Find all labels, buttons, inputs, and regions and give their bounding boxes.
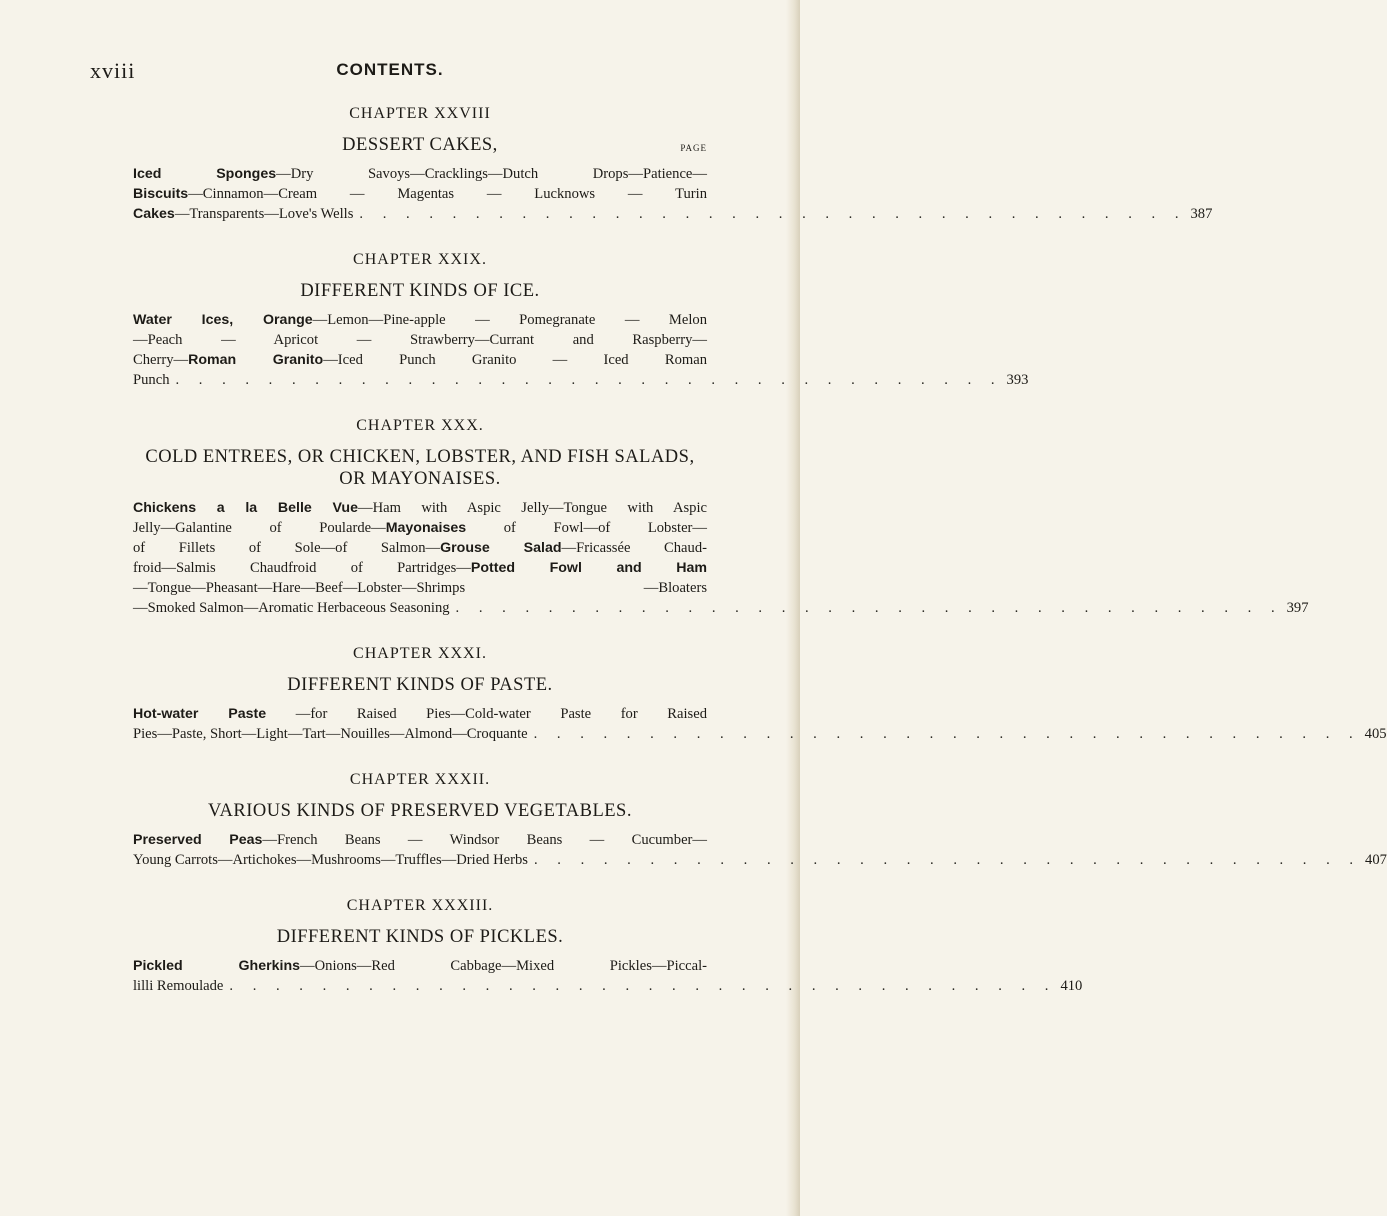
entry-text: —Smoked Salmon—Aromatic Herbaceous Seasoning (133, 600, 450, 616)
entry-text: Young Carrots—Artichokes—Mushrooms—Truffles—Dried Herbs (133, 852, 528, 868)
chapter-number: CHAPTER XXX. (356, 417, 484, 434)
chapter-entries (133, 956, 1083, 996)
entry-line (133, 578, 707, 598)
page-number: 393 (1006, 372, 1029, 388)
chapter-number: CHAPTER XXXIII. (346, 897, 494, 914)
dot-leader: . . . . . . . . . . . . . . . . . . . . . . . . . . . . . . . . . . . . (533, 726, 1361, 742)
entry-line (133, 518, 707, 538)
chapter-number: CHAPTER XXVIII (349, 105, 491, 122)
entry-text: Pies—Paste, Short—Light—Tart—Nouilles—Almond—Croquante (133, 726, 528, 742)
chapter-section (133, 250, 1029, 390)
chapter-title-text: DIFFERENT KINDS OF PASTE. (287, 675, 553, 695)
entry-text: lilli Remoulade (133, 978, 224, 994)
entry-line (133, 956, 707, 976)
chapter-entries (133, 164, 1213, 224)
page-column-label: PAGE (680, 143, 707, 153)
chapter-entries (133, 830, 1387, 870)
chapter-title-text: DIFFERENT KINDS OF PICKLES. (276, 927, 564, 947)
dot-leader: . . . . . . . . . . . . . . . . . . . . . . . . . . . . . . . . . . . . (175, 372, 1003, 388)
chapter-number: CHAPTER XXXI. (353, 645, 487, 662)
entry-text: Chickens a la Belle Vue—Ham with Aspic Jelly—Tongue with Aspic (133, 500, 707, 516)
dot-leader: . . . . . . . . . . . . . . . . . . . . . . . . . . . . . . . . . . . . (455, 600, 1283, 616)
contents-body (133, 104, 1387, 1022)
chapter-title (133, 800, 707, 822)
entry-line (133, 704, 707, 724)
chapter-number: CHAPTER XXIX. (353, 251, 487, 268)
running-head (90, 58, 690, 88)
entry-text: Iced Sponges—Dry Savoys—Cracklings—Dutch Drops—Patience— (133, 166, 707, 182)
dot-leader: . . . . . . . . . . . . . . . . . . . . . . . . . . . . . . . . . . . . (229, 978, 1057, 994)
entry-line (133, 164, 707, 184)
entry-line (133, 330, 707, 350)
entry-text: —Peach — Apricot — Strawberry—Currant and Raspberry— (133, 332, 707, 348)
chapter-entries (133, 704, 1387, 744)
entry-text: Water Ices, Orange—Lemon—Pine-apple — Pomegranate — Melon (133, 312, 708, 328)
folio-number: xviii (90, 58, 136, 83)
entry-line (133, 976, 1083, 996)
entry-line (133, 724, 1387, 744)
entry-text: Preserved Peas—French Beans — Windsor Beans — Cucumber— (133, 832, 708, 848)
entry-text: Cherry—Roman Granito—Iced Punch Granito — Iced Roman (133, 352, 707, 368)
entry-text: Jelly—Galantine of Poularde—Mayonaises of Fowl—of Lobster— (133, 520, 707, 536)
entry-line (133, 184, 707, 204)
chapter-section (133, 770, 1387, 870)
entry-text: —Tongue—Pheasant—Hare—Beef—Lobster—Shrimps —Bloaters (133, 580, 707, 596)
chapter-number: CHAPTER XXXII. (349, 771, 491, 788)
entry-line (133, 204, 1213, 224)
chapter-title-text: DIFFERENT KINDS OF ICE. (300, 281, 540, 301)
chapter-section (133, 644, 1387, 744)
running-title: CONTENTS. (336, 60, 444, 79)
chapter-entries (133, 498, 1309, 618)
entry-line (133, 498, 707, 518)
chapter-title-text: DESSERT CAKES, (342, 135, 498, 155)
page-number: 410 (1060, 978, 1083, 994)
chapter-section (133, 104, 1213, 224)
entry-line (133, 538, 707, 558)
entry-line (133, 850, 1387, 870)
chapter-title (133, 926, 707, 948)
chapter-entries (133, 310, 1029, 390)
entry-text: froid—Salmis Chaudfroid of Partridges—Potted Fowl and Ham (133, 560, 707, 576)
entry-text: Hot-water Paste —for Raised Pies—Cold-water Paste for Raised (133, 706, 707, 722)
chapter-title (133, 134, 707, 156)
page-number: 387 (1190, 206, 1213, 222)
entry-line (133, 370, 1029, 390)
dot-leader: . . . . . . . . . . . . . . . . . . . . . . . . . . . . . . . . . . . . (533, 852, 1362, 868)
chapter-title (133, 446, 707, 490)
entry-line (133, 598, 1309, 618)
entry-text: Pickled Gherkins—Onions—Red Cabbage—Mixed Pickles—Piccal- (133, 958, 707, 974)
entry-text: of Fillets of Sole—of Salmon—Grouse Salad—Fricassée Chaud- (133, 540, 707, 556)
chapter-title-text: VARIOUS KINDS OF PRESERVED VEGETABLES. (208, 801, 632, 821)
entry-line (133, 830, 707, 850)
entry-text: Biscuits—Cinnamon—Cream — Magentas — Lucknows — Turin (133, 186, 707, 202)
entry-text: Cakes—Transparents—Love's Wells (133, 206, 354, 222)
page-number: 405 (1364, 726, 1387, 742)
entry-line (133, 310, 707, 330)
chapter-title-text: COLD ENTREES, OR CHICKEN, LOBSTER, AND FISH SALADS, OR MAYONAISES. (145, 447, 695, 489)
chapter-section (133, 896, 1083, 996)
entry-line (133, 558, 707, 578)
page-number: 397 (1286, 600, 1309, 616)
dot-leader: . . . . . . . . . . . . . . . . . . . . . . . . . . . . . . . . . . . . (359, 206, 1187, 222)
chapter-title (133, 674, 707, 696)
entry-line (133, 350, 707, 370)
chapter-title (133, 280, 707, 302)
page-number: 407 (1365, 852, 1387, 868)
entry-text: Punch (133, 372, 170, 388)
chapter-section (133, 416, 1309, 618)
